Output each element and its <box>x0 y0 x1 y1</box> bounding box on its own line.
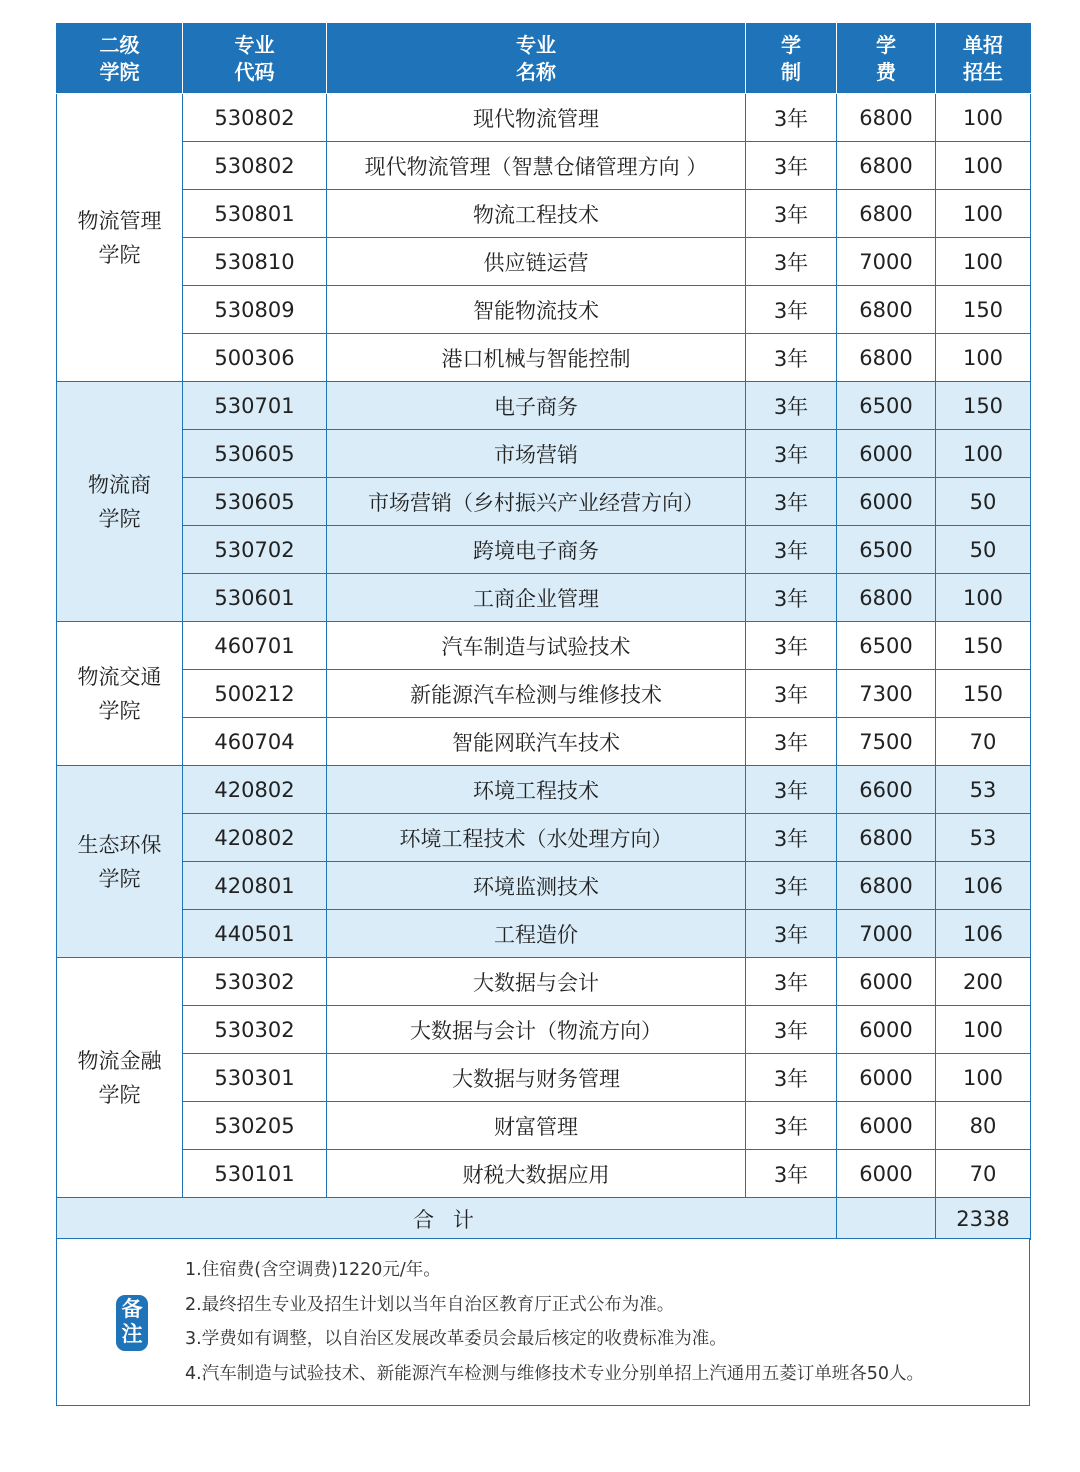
fee-cell: 6000 <box>837 1006 936 1054</box>
fee-cell: 6800 <box>837 334 936 382</box>
quota-cell: 150 <box>936 382 1031 430</box>
table-row <box>57 958 1031 1006</box>
quota-cell: 106 <box>936 862 1031 910</box>
major-name-cell: 财税大数据应用 <box>327 1150 746 1198</box>
table-header-row <box>57 24 1031 94</box>
major-code-cell: 530605 <box>183 430 327 478</box>
major-code-cell: 440501 <box>183 910 327 958</box>
table-row <box>57 478 1031 526</box>
major-code-cell: 460701 <box>183 622 327 670</box>
table-row <box>57 766 1031 814</box>
quota-cell: 100 <box>936 430 1031 478</box>
fee-cell: 6500 <box>837 382 936 430</box>
quota-cell: 100 <box>936 334 1031 382</box>
duration-cell: 3年 <box>746 1150 837 1198</box>
major-name-cell: 现代物流管理（智慧仓储管理方向 ） <box>327 142 746 190</box>
note-item: 1.住宿费(含空调费)1220元/年。 <box>185 1260 441 1280</box>
duration-cell: 3年 <box>746 142 837 190</box>
table-row <box>57 1006 1031 1054</box>
fee-cell: 7000 <box>837 910 936 958</box>
duration-cell: 3年 <box>746 622 837 670</box>
duration-cell: 3年 <box>746 1054 837 1102</box>
major-name-cell: 市场营销 <box>327 430 746 478</box>
major-code-cell: 530601 <box>183 574 327 622</box>
fee-cell: 6800 <box>837 862 936 910</box>
major-name-cell: 工商企业管理 <box>327 574 746 622</box>
major-code-cell: 530302 <box>183 958 327 1006</box>
major-code-cell: 500306 <box>183 334 327 382</box>
quota-cell: 200 <box>936 958 1031 1006</box>
duration-cell: 3年 <box>746 190 837 238</box>
major-name-cell: 物流工程技术 <box>327 190 746 238</box>
duration-cell: 3年 <box>746 1102 837 1150</box>
notes-list <box>185 1253 924 1391</box>
quota-cell: 150 <box>936 622 1031 670</box>
fee-cell: 6000 <box>837 1102 936 1150</box>
major-code-cell: 530809 <box>183 286 327 334</box>
table-row <box>57 574 1031 622</box>
table-row <box>57 430 1031 478</box>
major-name-cell: 智能网联汽车技术 <box>327 718 746 766</box>
duration-cell: 3年 <box>746 286 837 334</box>
major-code-cell: 530702 <box>183 526 327 574</box>
fee-cell: 6000 <box>837 958 936 1006</box>
table-row <box>57 94 1031 142</box>
table-row <box>57 142 1031 190</box>
table-row <box>57 190 1031 238</box>
quota-cell: 100 <box>936 1006 1031 1054</box>
quota-cell: 100 <box>936 94 1031 142</box>
note-item: 4.汽车制造与试验技术、新能源汽车检测与维修技术专业分别单招上汽通用五菱订单班各50人。 <box>185 1363 924 1384</box>
duration-cell: 3年 <box>746 430 837 478</box>
college-cell: 生态环保 学院 <box>57 766 183 958</box>
college-cell: 物流金融 学院 <box>57 958 183 1198</box>
total-row <box>57 1198 1031 1240</box>
major-code-cell: 420801 <box>183 862 327 910</box>
fee-cell: 6600 <box>837 766 936 814</box>
fee-cell: 6000 <box>837 430 936 478</box>
table-row <box>57 862 1031 910</box>
fee-cell: 6000 <box>837 1150 936 1198</box>
fee-cell: 6800 <box>837 142 936 190</box>
table-row <box>57 814 1031 862</box>
header-fee: 学 费 <box>837 24 936 94</box>
quota-cell: 150 <box>936 670 1031 718</box>
header-duration: 学 制 <box>746 24 837 94</box>
fee-cell: 6800 <box>837 574 936 622</box>
table-row <box>57 718 1031 766</box>
fee-cell: 6500 <box>837 622 936 670</box>
total-empty-cell <box>837 1198 936 1240</box>
duration-cell: 3年 <box>746 334 837 382</box>
major-code-cell: 420802 <box>183 766 327 814</box>
enrollment-table <box>56 23 1031 1240</box>
duration-cell: 3年 <box>746 862 837 910</box>
major-code-cell: 500212 <box>183 670 327 718</box>
header-name: 专业 名称 <box>327 24 746 94</box>
major-name-cell: 环境工程技术（水处理方向） <box>327 814 746 862</box>
duration-cell: 3年 <box>746 958 837 1006</box>
total-value: 2338 <box>936 1198 1031 1240</box>
major-code-cell: 460704 <box>183 718 327 766</box>
duration-cell: 3年 <box>746 1006 837 1054</box>
quota-cell: 50 <box>936 478 1031 526</box>
table-row <box>57 670 1031 718</box>
major-name-cell: 智能物流技术 <box>327 286 746 334</box>
major-code-cell: 530810 <box>183 238 327 286</box>
major-code-cell: 420802 <box>183 814 327 862</box>
duration-cell: 3年 <box>746 478 837 526</box>
header-quota: 单招 招生 <box>936 24 1031 94</box>
quota-cell: 100 <box>936 1054 1031 1102</box>
quota-cell: 106 <box>936 910 1031 958</box>
quota-cell: 150 <box>936 286 1031 334</box>
fee-cell: 6800 <box>837 286 936 334</box>
major-code-cell: 530605 <box>183 478 327 526</box>
college-cell: 物流管理 学院 <box>57 94 183 382</box>
major-code-cell: 530302 <box>183 1006 327 1054</box>
table-row <box>57 622 1031 670</box>
duration-cell: 3年 <box>746 670 837 718</box>
major-name-cell: 大数据与财务管理 <box>327 1054 746 1102</box>
duration-cell: 3年 <box>746 574 837 622</box>
table-row <box>57 334 1031 382</box>
quota-cell: 100 <box>936 142 1031 190</box>
major-code-cell: 530101 <box>183 1150 327 1198</box>
major-name-cell: 环境工程技术 <box>327 766 746 814</box>
major-name-cell: 汽车制造与试验技术 <box>327 622 746 670</box>
fee-cell: 7500 <box>837 718 936 766</box>
fee-cell: 6000 <box>837 478 936 526</box>
major-name-cell: 环境监测技术 <box>327 862 746 910</box>
quota-cell: 100 <box>936 190 1031 238</box>
quota-cell: 70 <box>936 718 1031 766</box>
major-name-cell: 大数据与会计 <box>327 958 746 1006</box>
major-code-cell: 530802 <box>183 142 327 190</box>
major-name-cell: 港口机械与智能控制 <box>327 334 746 382</box>
duration-cell: 3年 <box>746 814 837 862</box>
table-row <box>57 526 1031 574</box>
quota-cell: 53 <box>936 814 1031 862</box>
fee-cell: 6500 <box>837 526 936 574</box>
college-cell: 物流交通 学院 <box>57 622 183 766</box>
major-name-cell: 市场营销（乡村振兴产业经营方向） <box>327 478 746 526</box>
major-name-cell: 工程造价 <box>327 910 746 958</box>
major-name-cell: 供应链运营 <box>327 238 746 286</box>
major-code-cell: 530701 <box>183 382 327 430</box>
major-code-cell: 530301 <box>183 1054 327 1102</box>
quota-cell: 80 <box>936 1102 1031 1150</box>
major-code-cell: 530205 <box>183 1102 327 1150</box>
duration-cell: 3年 <box>746 382 837 430</box>
major-name-cell: 电子商务 <box>327 382 746 430</box>
major-name-cell: 财富管理 <box>327 1102 746 1150</box>
note-item: 2.最终招生专业及招生计划以当年自治区教育厅正式公布为准。 <box>185 1294 675 1315</box>
major-code-cell: 530802 <box>183 94 327 142</box>
major-name-cell: 新能源汽车检测与维修技术 <box>327 670 746 718</box>
duration-cell: 3年 <box>746 526 837 574</box>
duration-cell: 3年 <box>746 718 837 766</box>
duration-cell: 3年 <box>746 766 837 814</box>
table-row <box>57 382 1031 430</box>
fee-cell: 6800 <box>837 814 936 862</box>
enrollment-table-container <box>56 23 1030 1240</box>
quota-cell: 100 <box>936 574 1031 622</box>
table-row <box>57 1150 1031 1198</box>
quota-cell: 70 <box>936 1150 1031 1198</box>
note-item: 3.学费如有调整，以自治区发展改革委员会最后核定的收费标准为准。 <box>185 1329 727 1349</box>
total-label: 合 计 <box>57 1198 837 1240</box>
quota-cell: 53 <box>936 766 1031 814</box>
duration-cell: 3年 <box>746 238 837 286</box>
header-code: 专业 代码 <box>183 24 327 94</box>
quota-cell: 50 <box>936 526 1031 574</box>
major-code-cell: 530801 <box>183 190 327 238</box>
fee-cell: 6000 <box>837 1054 936 1102</box>
college-cell: 物流商 学院 <box>57 382 183 622</box>
notes-box <box>56 1238 1030 1406</box>
fee-cell: 6800 <box>837 94 936 142</box>
table-body <box>57 94 1031 1240</box>
duration-cell: 3年 <box>746 910 837 958</box>
fee-cell: 7300 <box>837 670 936 718</box>
table-row <box>57 1102 1031 1150</box>
header-college: 二级 学院 <box>57 24 183 94</box>
major-name-cell: 跨境电子商务 <box>327 526 746 574</box>
fee-cell: 6800 <box>837 190 936 238</box>
quota-cell: 100 <box>936 238 1031 286</box>
table-row <box>57 238 1031 286</box>
table-row <box>57 286 1031 334</box>
major-name-cell: 大数据与会计（物流方向） <box>327 1006 746 1054</box>
fee-cell: 7000 <box>837 238 936 286</box>
table-row <box>57 910 1031 958</box>
major-name-cell: 现代物流管理 <box>327 94 746 142</box>
notes-badge: 备 注 <box>116 1295 148 1351</box>
duration-cell: 3年 <box>746 94 837 142</box>
table-row <box>57 1054 1031 1102</box>
